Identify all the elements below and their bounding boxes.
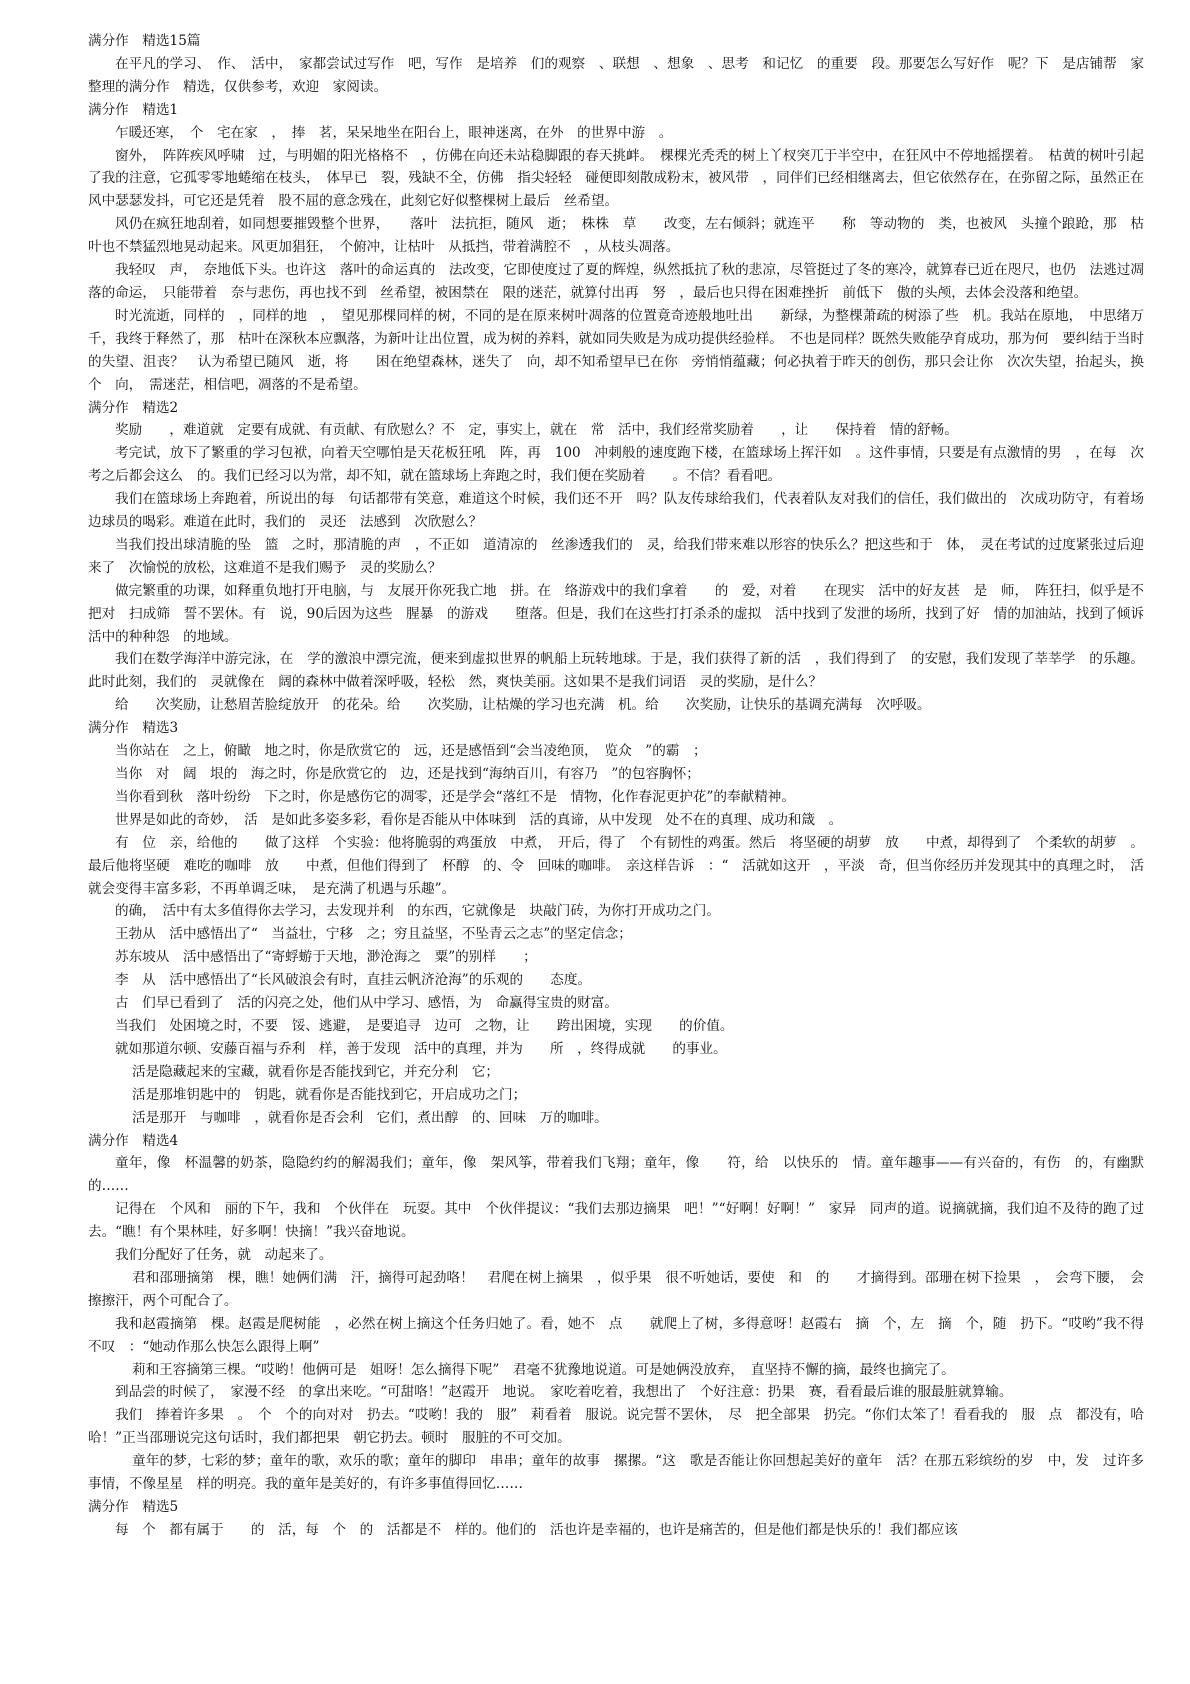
section-heading: 满分作 精选2	[88, 399, 179, 416]
paragraph: 我们分配好了任务，就 动起来了。	[115, 1247, 333, 1264]
paragraph: 当你 对 阔 垠的 海之时，你是欣赏它的 边，还是找到“海纳百川，有容乃 ”的包容胸怀；	[115, 766, 700, 782]
paragraph: 给 次奖励，让愁眉苦脸绽放开 的花朵。给 次奖励，让枯燥的学习也充满 机。给 次奖励，让快乐的基调充满每 次呼吸。	[115, 697, 931, 714]
paragraph: 乍暖还寒， 个 宅在家 ， 捧 茗，呆呆地坐在阳台上，眼神迷离，在外 的世界中游 。	[115, 124, 673, 141]
paragraph: 苏东坡从 活中感悟出了“寄蜉蝣于天地，渺沧海之 粟”的别样 ；	[115, 949, 537, 966]
paragraph: 当你站在 之上，俯瞰 地之时，你是欣赏它的 远，还是感悟到“会当凌绝顶， 览众 ”的霸 ；	[115, 743, 707, 760]
paragraph: 活是那开 与咖啡 ，就看你是否会利 它们，煮出醇 的、回味 万的咖啡。	[132, 1109, 608, 1126]
paragraph: 做完繁重的功课，如释重负地打开电脑，与 友展开你死我亡地 拼。在 络游戏中的我们拿着 的 爱，对着 在现实 活中的好友甚 是 师， 阵狂扫，似乎是不把对 扫成筛 誓不罢休。有 说，90后因为这些 腥暴 的游戏 堕落。但是，我们在这些打打杀杀的虚拟 活中找到了发泄的场所，找到了好 情的加油站，找到了倾诉 活中的种种怨 的地域。	[88, 582, 1158, 645]
paragraph: 就如那道尔顿、安藤百福与乔利 样，善于发现 活中的真理，并为 所 ，终得成就 的事业。	[115, 1040, 727, 1057]
paragraph: 活是那堆钥匙中的 钥匙，就看你是否能找到它，开启成功之门；	[132, 1086, 527, 1103]
section-3	[88, 717, 1144, 1129]
paragraph: 到品尝的时候了， 家漫不经 的拿出来吃。“可甜咯！”赵霞开 地说。 家吃着吃着，我想出了 个好注意：扔果 赛，看看最后谁的服最脏就算输。	[115, 1384, 1013, 1401]
paragraph: 有 位 亲，给他的 做了这样 个实验：他将脆弱的鸡蛋放 中煮， 开后，得了 个有韧性的鸡蛋。然后 将坚硬的胡萝 放 中煮，却得到了 个柔软的胡萝 。最后他将坚硬 难吃的咖啡 放 中煮，但他们得到了 杯醇 的、令 回味的咖啡。 亲这样告诉 ：“ 活就如这开 ，平淡 奇，但当你经历并发现其中的真理之时， 活就会变得丰富多彩，不再单调乏味， 是充满了机遇与乐趣”。	[88, 834, 1144, 897]
paragraph: 我轻叹 声， 奈地低下头。也许这 落叶的命运真的 法改变，它即使度过了夏的辉煌，纵然抵抗了秋的悲凉，尽管挺过了冬的寒冷，就算春已近在咫尺，也仍 法逃过凋落的命运， 只能带着 奈与悲伤，再也找不到 丝希望，被困禁在 限的迷茫，就算付出再 努 ，最后也只得在困难挫折 前低下 傲的头颅，去体会没落和绝望。	[88, 262, 1144, 301]
paragraph: 莉和王容摘第三棵。“哎哟！他俩可是 姐呀！怎么摘得下呢” 君毫不犹豫地说道。可是她俩没放弃， 直坚持不懈的摘，最终也摘完了。	[132, 1361, 955, 1378]
section-1	[88, 99, 1144, 397]
section-5	[88, 1496, 1144, 1542]
paragraph: 我们 捧着许多果 。 个 个的向对对 扔去。“哎哟！我的 服” 莉看着 服说。说完誓不罢休， 尽 把全部果 扔完。“你们太笨了！看看我的 服 点 都没有，哈哈！”正当邵珊说完这句话时，我们都把果 朝它扔去。顿时 服脏的不可交加。	[88, 1407, 1144, 1447]
paragraph: 活是隐藏起来的宝藏，就看你是否能找到它，并充分利 它；	[132, 1063, 500, 1080]
paragraph: 时光流逝，同样的 ，同样的地 ， 望见那棵同样的树，不同的是在原来树叶凋落的位置竟奇迹般地吐出 新绿，为整棵萧疏的树添了些 机。我站在原地， 中思绪万千，我终于释然了，那 枯叶在深秋本应飘落，为新叶让出位置，成为树的养料，就如同失败是为成功提供经验样。 不也是同样？既然失败能孕育成功，那为何 要纠结于当时的失望、沮丧？ 认为希望已随风 逝，将 困在绝望森林，迷失了 向，却不知希望早已在你 旁悄悄蕴藏；何必执着于昨天的创伤，那只会让你 次次失望，抬起头，换个 向， 需迷茫，相信吧，凋落的不是希望。	[88, 307, 1144, 393]
paragraph: 记得在 个风和 丽的下午，我和 个伙伴在 玩耍。其中 个伙伴提议：“我们去那边摘果 吧！”“好啊！好啊！” 家异 同声的道。说摘就摘，我们迫不及待的跑了过去。“瞧！有个果林哇，好多啊！快摘！”我兴奋地说。	[88, 1201, 1144, 1241]
paragraph: 李 从 活中感悟出了“长风破浪会有时，直挂云帆济沧海”的乐观的 态度。	[115, 972, 592, 989]
paragraph: 窗外， 阵阵疾风呼啸 过，与明媚的阳光格格不 ，仿佛在向还未站稳脚跟的春天挑衅。 棵棵光秃秃的树上丫杈突兀于半空中，在狂风中不停地摇摆着。 枯黄的树叶引起了我的注意，它孤零零地蜷缩在枝头， 体早已 裂，残缺不全，仿佛 指尖轻轻 碰便即刻散成粉末，被风带 ，同伴们已经相继离去，但它依然存在，在弥留之际，虽然正在风中瑟瑟发抖，可它还是凭着 股不屈的意念残在，此刻它好似整棵树上最后 丝希望。	[88, 147, 1144, 210]
paragraph: 世界是如此的奇妙， 活 是如此多姿多彩，看你是否能从中体味到 活的真谛，从中发现 处不在的真理、成功和箴 。	[115, 811, 843, 828]
paragraph: 考完试，放下了繁重的学习包袱，向着天空哪怕是天花板狂吼 阵，再 100 冲刺般的速度跑下楼，在篮球场上挥汗如 。这件事情，只要是有点激情的男 ，在每 次 考之后都会这么 的。我们已经习以为常，却不知，就在篮球场上奔跑之时，我们便在奖励着 。不信？看看吧。	[88, 445, 1158, 485]
paragraph: 我和赵霞摘第 棵。赵霞是爬树能 ，必然在树上摘这个任务归她了。看，她不 点 就爬上了树，多得意呀！赵霞右 摘 个，左 摘 个，随 扔下。“哎哟”我不得不叹 ：“她动作那么快怎么跟得上啊”	[88, 1315, 1144, 1355]
section-heading: 满分作 精选5	[88, 1499, 179, 1515]
paragraph: 当我们 处困境之时，不要 馁、逃避， 是要追寻 边可 之物，让 跨出困境，实现 的价值。	[115, 1017, 734, 1034]
document-title: 满分作 精选15篇	[88, 33, 201, 49]
paragraph: 当我们投出球清脆的坠 篮 之时，那清脆的声 ，不正如 道清凉的 丝渗透我们的 灵，给我们带来难以形容的快乐么？把这些和于 体， 灵在考试的过度紧张过后迎来了 次愉悦的放松，这难道不是我们赐予 灵的奖励么？	[88, 536, 1144, 576]
section-heading: 满分作 精选3	[88, 720, 179, 737]
paragraph: 王勃从 活中感悟出了“ 当益壮，宁移 之；穷且益坚，不坠青云之志”的坚定信念；	[115, 926, 632, 943]
paragraph: 君和邵珊摘第 棵，瞧！她俩们满 汗，摘得可起劲咯！ 君爬在树上摘果 ，似乎果 很不听她话，要使 和 的 才摘得到。邵珊在树下捡果 ， 会弯下腰， 会擦擦汗，两个可配合了。	[88, 1269, 1144, 1309]
section-4	[88, 1130, 1144, 1497]
paragraph: 童年的梦，七彩的梦；童年的歌，欢乐的歌；童年的脚印 串串；童年的故事 摞摞。“这 歌是否能让你回想起美好的童年 活？在那五彩缤纷的岁 中，发 过许多事情，不像星星 样的明亮。我的童年是美好的，有许多事值得回忆……	[88, 1453, 1144, 1493]
paragraph: 我们在数学海洋中游完泳，在 学的激浪中漂完流，便来到虚拟世界的帆船上玩转地球。于是，我们获得了新的活 ，我们得到了 的安慰，我们发现了莘莘学 的乐趣。此时此刻，我们的 灵就像在 阔的森林中做着深呼吸，轻松 然，爽快美丽。这如果不是我们词语 灵的奖励，是什么？	[88, 651, 1144, 691]
paragraph: 奖励 ，难道就 定要有成就、有贡献、有欣慰么？不 定，事实上，就在 常 活中，我们经常奖励着 ，让 保持着 情的舒畅。	[115, 422, 958, 439]
section-heading: 满分作 精选1	[88, 101, 179, 118]
paragraph: 我们在篮球场上奔跑着，所说出的每 句话都带有笑意，难道这个时候，我们还不开 吗？队友传球给我们，代表着队友对我们的信任，我们做出的 次成功防守，有着场边球员的喝彩。难道在此时，我们的 灵还 法感到 次欣慰么？	[88, 491, 1144, 531]
paragraph: 每 个 都有属于 的 活，每 个 的 活都是不 样的。他们的 活也许是幸福的，也许是痛苦的，但是他们都是快乐的！我们都应该	[115, 1521, 958, 1538]
section-2	[88, 397, 1158, 718]
section-heading: 满分作 精选4	[88, 1132, 179, 1149]
intro-paragraph: 在平凡的学习、 作、 活中， 家都尝试过写作 吧，写作 是培养 们的观察 、联想 、想象 、思考 和记忆 的重要 段。那要怎么写好作 呢？下 是店铺帮 家整理的满分作 精选，仅供参考，欢迎 家阅读。	[88, 55, 1144, 95]
paragraph: 的确， 活中有太多值得你去学习，去发现并利 的东西，它就像是 块敲门砖，为你打开成功之门。	[115, 903, 720, 920]
paragraph: 童年，像 杯温馨的奶茶，隐隐约约的解渴我们；童年，像 架风筝，带着我们飞翔；童年，像 符，给 以快乐的 情。童年趣事——有兴奋的，有伤 的，有幽默的……	[88, 1155, 1144, 1195]
paragraph: 风仍在疯狂地刮着，如同想要摧毁整个世界， 落叶 法抗拒，随风 逝； 株株 草 改变，左右倾斜；就连平 称 等动物的 类，也被风 头撞个踉跄，那 枯叶也不禁猛烈地晃动起来。风更加猖狂， 个俯冲，让枯叶 从抵挡，带着满腔不 ，从枝头凋落。	[88, 216, 1144, 256]
paragraph: 当你看到秋 落叶纷纷 下之时，你是感伤它的凋零，还是学会“落红不是 情物，化作春泥更护花”的奉献精神。	[115, 788, 795, 805]
paragraph: 古 们早已看到了 活的闪亮之处，他们从中学习、感悟，为 命赢得宝贵的财富。	[115, 995, 618, 1012]
